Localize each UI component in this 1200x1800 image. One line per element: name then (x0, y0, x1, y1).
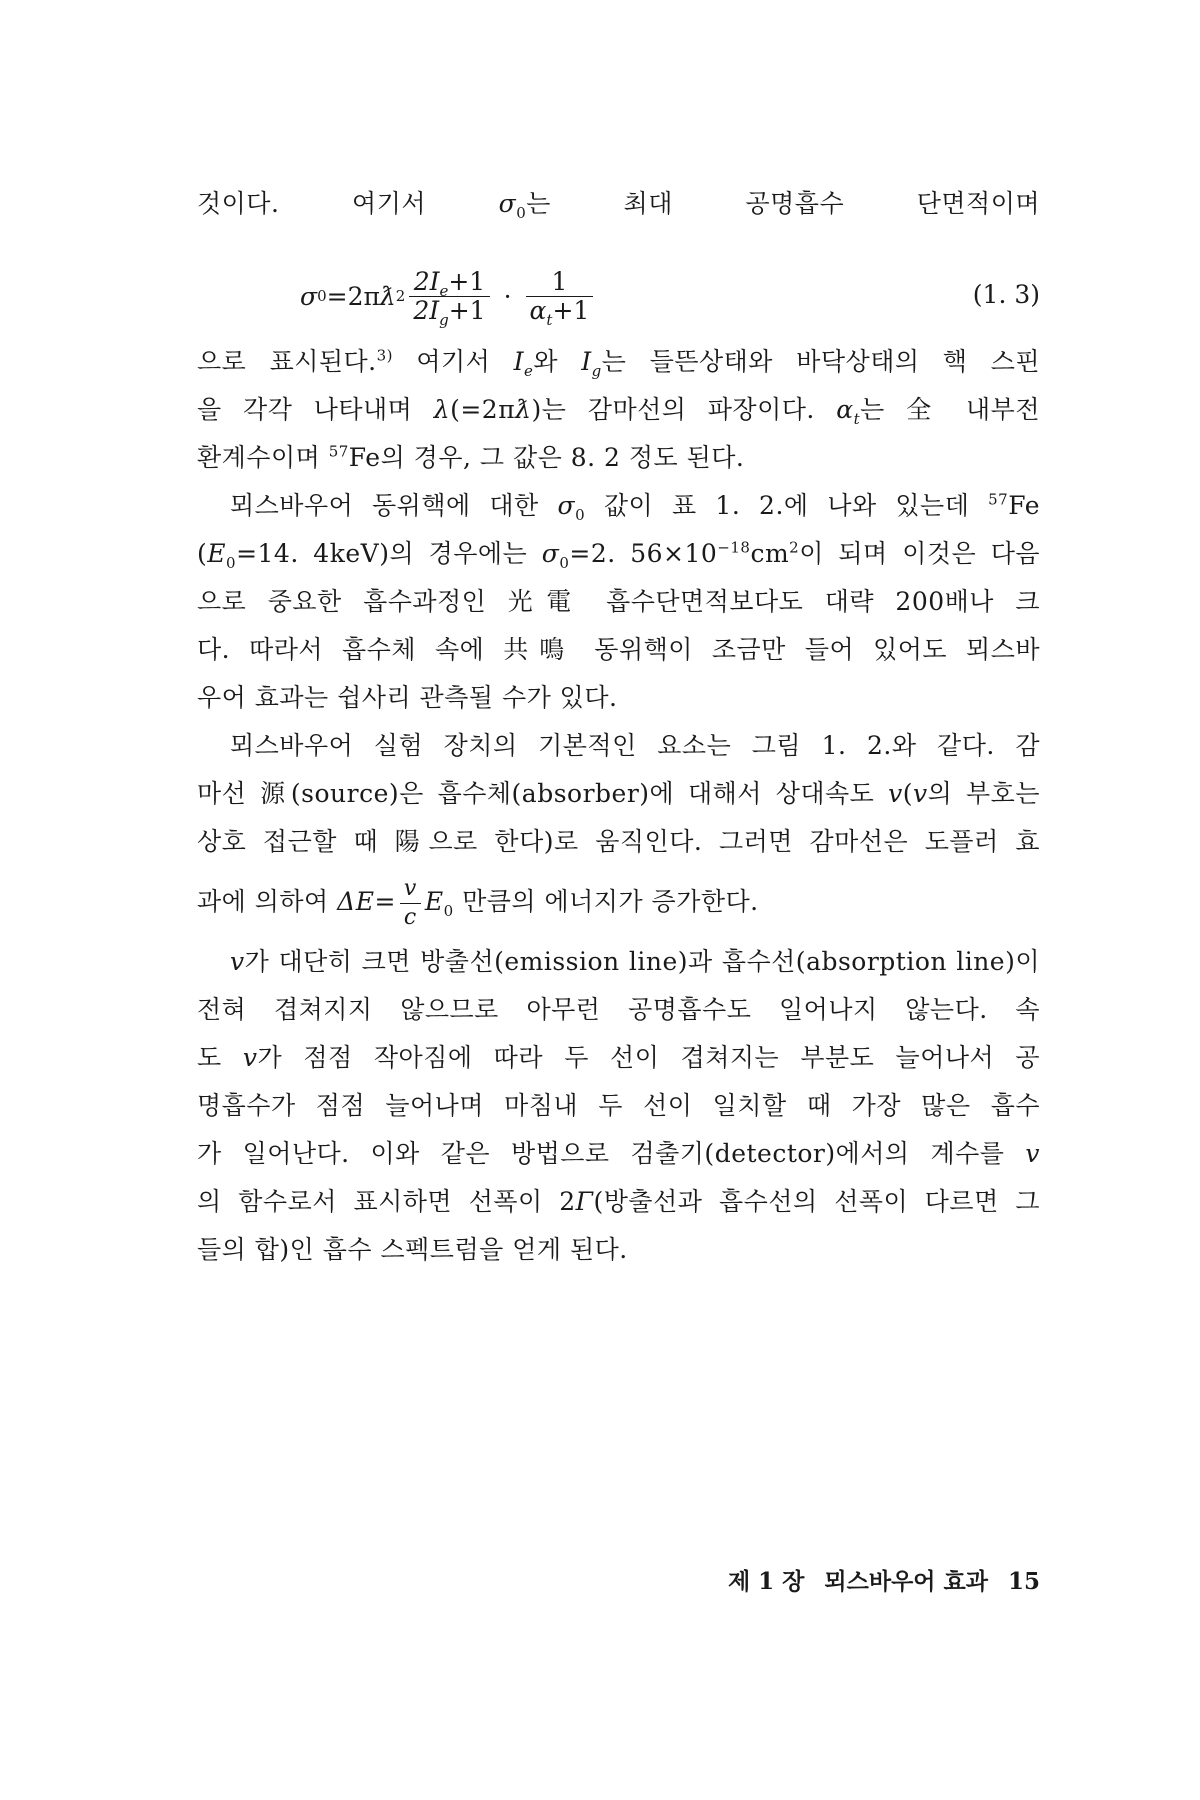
text-line: 의 함수로서 표시하면 선폭이 2Γ(방출선과 흡수선의 선폭이 다르면 그 (197, 1187, 1040, 1216)
text-line: ($E_0=14$. 4keV)의 경우에는 $\sigma_0=2$. $56\times 10^{-18}cm^2$이 되며 이것은 다음 (197, 538, 1040, 572)
text-line: 뫼스바우어 실험 장치의 기본적인 요소는 그림 1. 2.와 같다. 감 (230, 731, 1040, 760)
text-line: 가 일어난다. 이와 같은 방법으로 검출기(detector)에서의 계수를 v (197, 1139, 1040, 1168)
text-line: 환계수이며 $^{57}$Fe의 경우, 그 값은 8. 2 정도 된다. (197, 442, 745, 472)
equation-number: (1. 3) (972, 280, 1040, 309)
running-footer (695, 1563, 1040, 1596)
chapter-title: 뫼스바우어 효과 (824, 1568, 988, 1595)
text-line: 다. 따라서 흡수체 속에 共鳴 동위핵이 조금만 들어 있어도 뫼스바 (197, 635, 1040, 664)
fraction-v-over-c: $\frac{v}{c}$ (400, 875, 421, 932)
text-line: 명흡수가 점점 늘어나며 마침내 두 선이 일치할 때 가장 많은 흡수 (197, 1091, 1040, 1120)
text-line: 우어 효과는 쉽사리 관측될 수가 있다. (197, 683, 618, 712)
text-line: 을 각각 나타내며 λ(=2πƛ)는 감마선의 파장이다. $\alpha_t$는 全 내부전 (197, 395, 1040, 428)
text-line: v가 대단히 크면 방출선(emission line)과 흡수선(absorption line)이 (230, 947, 1040, 976)
text-line: 전혀 겹쳐지지 않으므로 아무런 공명흡수도 일어나지 않는다. 속 (197, 995, 1040, 1024)
text-line: 마선 源(source)은 흡수체(absorber)에 대해서 상대속도 v(v의 부호는 (197, 779, 1040, 808)
text-line: 상호 접근할 때 陽으로 한다)로 움직인다. 그러면 감마선은 도플러 효 (197, 827, 1040, 856)
text-line: 들의 합)인 흡수 스펙트럼을 얻게 된다. (197, 1235, 628, 1264)
equation-1-3: σ 0 =2π ƛ 2 $\frac{2I_e+1}{2I_g+1}$ · $\frac{1}{\alpha_t+1}$ (1. 3) (300, 266, 1040, 329)
fraction-conversion: $\frac{1}{\alpha_t+1}$ (526, 268, 594, 325)
page-number: 15 (1007, 1568, 1040, 1595)
text-line: 으로 표시된다.$^{3)}$ 여기서 $I_e$와 $I_g$는 들뜬상태와 바닥상태의 핵 스핀 (197, 346, 1040, 380)
chapter-label: 제 1 장 (727, 1568, 805, 1595)
text-line: 것이다. 여기서 $\sigma_0$는 최대 공명흡수 단면적이며 (197, 189, 1040, 222)
text-line: 도 v가 점점 작아짐에 따라 두 선이 겹쳐지는 부분도 늘어나서 공 (197, 1043, 1040, 1072)
fraction-spin: $\frac{2I_e+1}{2I_g+1}$ (409, 268, 489, 325)
text-line: 뫼스바우어 동위핵에 대한 $\sigma_0$ 값이 표 1. 2.에 나와 있는데 $^{57}$Fe (230, 490, 1041, 524)
text-line: 과에 의하여 ΔE= $\frac{v}{c}$ $E_0$ 만큼의 에너지가 증가한다. (197, 876, 759, 930)
text-line: 으로 중요한 흡수과정인 光電 흡수단면적보다도 대략 200배나 크 (197, 587, 1041, 616)
